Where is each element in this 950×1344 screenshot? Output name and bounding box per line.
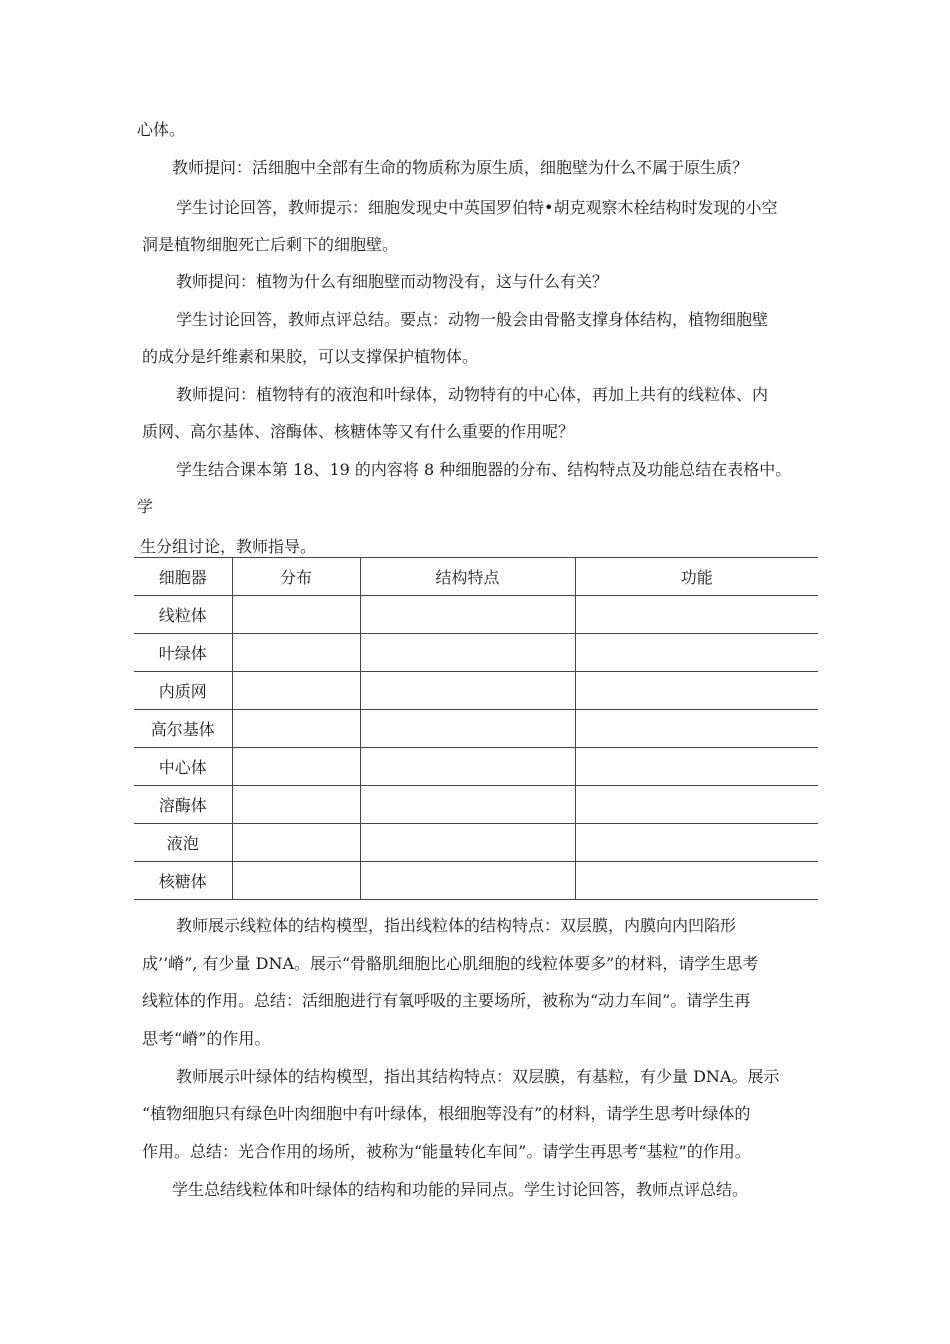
table-row	[134, 862, 818, 900]
organelle-name: 内质网	[134, 672, 232, 710]
table-header-cell: 细胞器	[134, 558, 232, 596]
table-cell	[360, 710, 575, 748]
paragraph-text: 教师展示线粒体的结构模型，指出线粒体的结构特点：双层膜，内膜向内凹陷形	[176, 916, 737, 935]
table-cell	[360, 672, 575, 710]
table-cell	[232, 786, 360, 824]
paragraph-text: 学生讨论回答，教师点评总结。要点：动物一般会由骨骼支撑身体结构，植物细胞壁	[176, 310, 769, 329]
paragraph-text: 教师提问：活细胞中全部有生命的物质称为原生质，细胞壁为什么不属于原生质？	[172, 158, 749, 177]
organelle-name: 核糖体	[134, 862, 232, 900]
table-header-cell: 分布	[232, 558, 360, 596]
table-row	[134, 634, 818, 672]
table-cell	[232, 672, 360, 710]
paragraph-text: 学生结合课本第 18、19 的内容将 8 种细胞器的分布、结构特点及功能总结在表格中。	[176, 460, 792, 479]
table-cell	[232, 748, 360, 786]
table-cell	[575, 748, 818, 786]
paragraph-text: 思考“嵴”的作用。	[142, 1029, 271, 1048]
table-cell	[232, 824, 360, 862]
table-row	[134, 748, 818, 786]
paragraph-text: 学生总结线粒体和叶绿体的结构和功能的异同点。学生讨论回答，教师点评总结。	[172, 1180, 749, 1199]
table-cell	[232, 596, 360, 634]
paragraph-text: 教师展示叶绿体的结构模型，指出其结构特点：双层膜，有基粒，有少量 DNA。展示	[176, 1067, 780, 1086]
table-cell	[360, 596, 575, 634]
paragraph-text: 质网、高尔基体、溶酶体、核糖体等又有什么重要的作用呢？	[142, 422, 575, 441]
paragraph-text: 生分组讨论，教师指导。	[140, 537, 317, 556]
table-row	[134, 786, 818, 824]
organelle-name: 溶酶体	[134, 786, 232, 824]
paragraph-text: 学	[137, 497, 154, 516]
paragraph-text: 心体。	[137, 120, 186, 139]
table-header-cell: 结构特点	[360, 558, 575, 596]
table-cell	[360, 748, 575, 786]
organelle-name: 叶绿体	[134, 634, 232, 672]
table-row	[134, 672, 818, 710]
table-cell	[232, 634, 360, 672]
organelle-name: 高尔基体	[134, 710, 232, 748]
table-cell	[575, 824, 818, 862]
table-cell	[232, 862, 360, 900]
table-header-cell: 功能	[575, 558, 818, 596]
table-row	[134, 824, 818, 862]
table-cell	[360, 862, 575, 900]
paragraph-text: 学生讨论回答，教师提示：细胞发现史中英国罗伯特•胡克观察木栓结构时发现的小空	[176, 198, 778, 217]
paragraph-text: “植物细胞只有绿色叶肉细胞中有叶绿体，根细胞等没有”的材料，请学生思考叶绿体的	[142, 1104, 751, 1123]
table-cell	[360, 634, 575, 672]
organelle-name: 液泡	[134, 824, 232, 862]
table-cell	[575, 596, 818, 634]
table-cell	[232, 710, 360, 748]
organelle-name: 线粒体	[134, 596, 232, 634]
table-row	[134, 710, 818, 748]
paragraph-text: 成’’嵴”, 有少量 DNA。展示“骨骼肌细胞比心肌细胞的线粒体要多”的材料，请学生思考	[142, 954, 759, 973]
table-row	[134, 596, 818, 634]
paragraph-text: 的成分是纤维素和果胶，可以支撑保护植物体。	[142, 347, 479, 366]
table-cell	[575, 786, 818, 824]
paragraph-text: 线粒体的作用。总结：活细胞进行有氧呼吸的主要场所，被称为“动力车间”。请学生再	[142, 991, 751, 1010]
table-cell	[575, 634, 818, 672]
organelle-name: 中心体	[134, 748, 232, 786]
table-cell	[575, 672, 818, 710]
paragraph-text: 教师提问：植物为什么有细胞壁而动物没有，这与什么有关？	[176, 272, 609, 291]
organelle-table	[134, 557, 818, 900]
table-cell	[575, 862, 818, 900]
paragraph-text: 教师提问：植物特有的液泡和叶绿体，动物特有的中心体，再加上共有的线粒体、内	[176, 385, 769, 404]
table-cell	[360, 824, 575, 862]
table-header-row	[134, 558, 818, 596]
table-cell	[575, 710, 818, 748]
paragraph-text: 作用。总结：光合作用的场所，被称为“能量转化车间”。请学生再思考“基粒”的作用。	[142, 1142, 751, 1161]
paragraph-text: 洞是植物细胞死亡后剩下的细胞壁。	[142, 235, 399, 254]
table-cell	[360, 786, 575, 824]
